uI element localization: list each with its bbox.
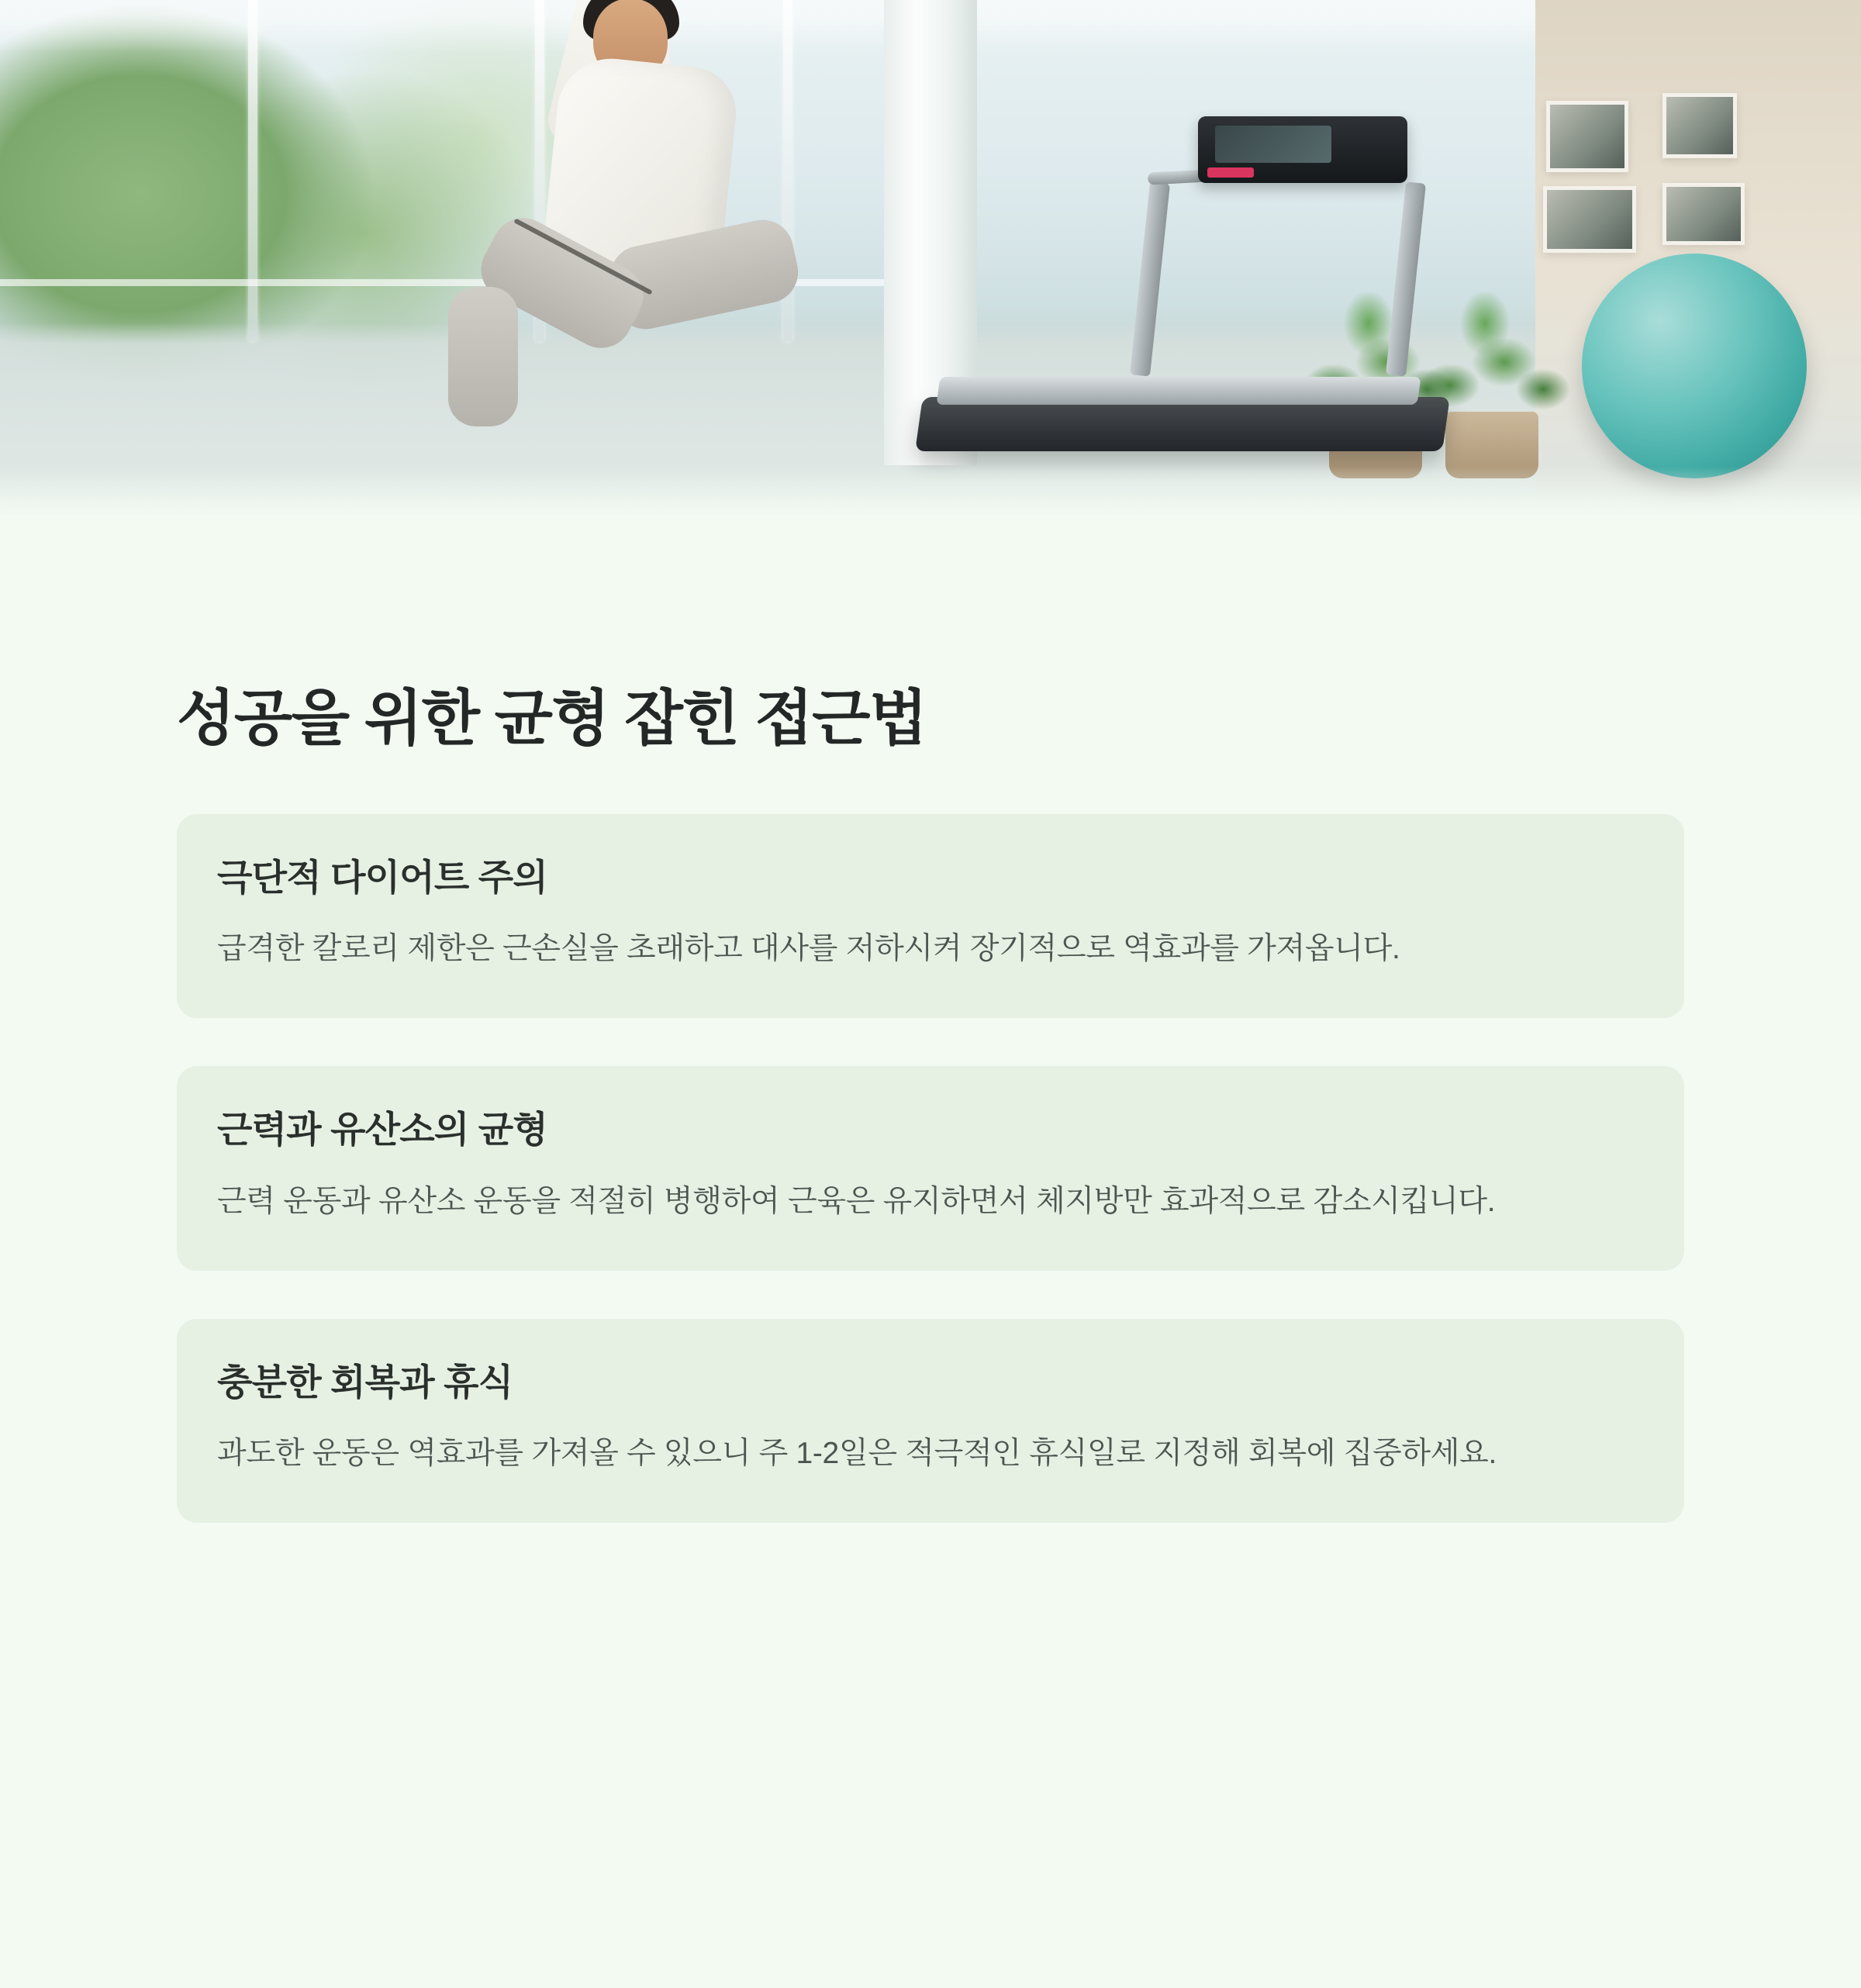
wall-picture-frame bbox=[1662, 183, 1745, 245]
treadmill-arm bbox=[1130, 181, 1170, 376]
exercise-ball bbox=[1582, 254, 1807, 478]
hero-bottom-fade bbox=[0, 467, 1861, 521]
article-content bbox=[0, 521, 1861, 1616]
tip-card-body: 급격한 칼로리 제한은 근손실을 초래하고 대사를 저하시켜 장기적으로 역효과를 가져옵니다. bbox=[217, 932, 1400, 966]
wall-picture-frame bbox=[1543, 186, 1636, 253]
page-title: 성공을 위한 균형 잡힌 접근법 bbox=[177, 684, 927, 752]
tip-card-body: 과도한 운동은 역효과를 가져올 수 있으니 주 1-2일은 적극적인 휴식일로 지정해 회복에 집중하세요. bbox=[217, 1437, 1497, 1471]
person-stretching bbox=[434, 0, 837, 496]
hero-image bbox=[0, 0, 1861, 521]
tip-card-3 bbox=[177, 1319, 1684, 1524]
treadmill-console bbox=[1198, 116, 1407, 183]
tip-card-body: 근력 운동과 유산소 운동을 적절히 병행하여 근육은 유지하면서 체지방만 효과적으로 감소시킵니다. bbox=[217, 1184, 1496, 1218]
wall-picture-frame bbox=[1662, 93, 1737, 158]
tip-card-1 bbox=[177, 814, 1684, 1019]
window-mullion bbox=[248, 0, 257, 341]
tip-card-title: 극단적 다이어트 주의 bbox=[217, 856, 547, 898]
wall-picture-frame bbox=[1546, 101, 1628, 172]
tip-card-title: 충분한 회복과 휴식 bbox=[217, 1361, 513, 1403]
tip-card-2 bbox=[177, 1066, 1684, 1271]
treadmill-deck bbox=[936, 377, 1421, 405]
treadmill-base bbox=[915, 397, 1450, 451]
tip-card-title: 근력과 유산소의 균형 bbox=[217, 1109, 547, 1151]
gym-photo bbox=[0, 0, 1861, 521]
